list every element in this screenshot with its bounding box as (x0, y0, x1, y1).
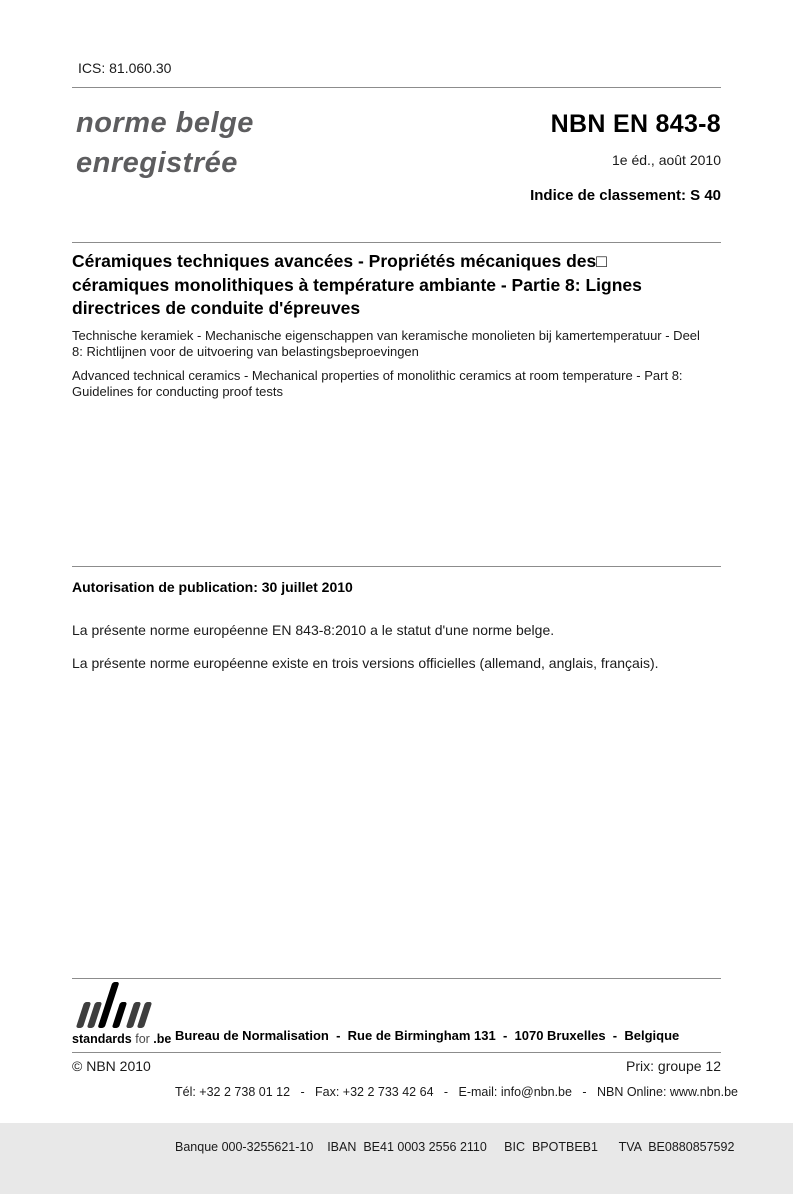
title-nl-line: Technische keramiek - Mechanische eigenschappen van keramische monolieten bij kamertemperatuur - Deel (72, 327, 700, 343)
document-number: NBN EN 843-8 (550, 110, 721, 138)
authorization-date: Autorisation de publication: 30 juillet 2010 (72, 579, 353, 595)
nbn-logo (72, 982, 172, 1046)
divider-top (72, 87, 721, 88)
title-fr-line: Céramiques techniques avancées - Propriétés mécaniques des□ (72, 251, 607, 271)
title-en-line: Advanced technical ceramics - Mechanical properties of monolithic ceramics at room temperature - Part 8: (72, 367, 683, 383)
brand-title (76, 103, 254, 183)
edition-date: 1e éd., août 2010 (612, 152, 721, 168)
title-nl (72, 328, 732, 361)
ics-code: ICS: 81.060.30 (78, 60, 172, 76)
brand-line-2: enregistrée (76, 147, 238, 179)
header-right (530, 110, 721, 204)
logo-bar (112, 1002, 127, 1028)
title-block (72, 250, 732, 401)
logo-tagline-standards: standards (72, 1032, 132, 1046)
nbn-logo-icon (72, 982, 172, 1028)
status-note: La présente norme européenne EN 843-8:2010 a le statut d'une norme belge. (72, 622, 555, 638)
title-en-line: Guidelines for conducting proof tests (72, 384, 284, 399)
price-group: Prix: groupe 12 (626, 1058, 721, 1074)
title-nl-line: 8: Richtlijnen voor de uitvoering van belastingsbeproevingen (72, 344, 419, 359)
divider-authorization (72, 566, 721, 567)
logo-tagline-be: .be (153, 1032, 172, 1046)
copyright-notice: © NBN 2010 (72, 1058, 151, 1074)
brand-line-1: norme belge (76, 107, 254, 139)
title-en (72, 368, 732, 401)
title-fr (72, 250, 732, 321)
address-block (175, 990, 738, 1194)
title-fr-line: céramiques monolithiques à température ambiante - Partie 8: Lignes (72, 274, 642, 295)
divider-title (72, 242, 721, 243)
classification-index: Indice de classement: S 40 (530, 187, 721, 204)
versions-note: La présente norme européenne existe en trois versions officielles (allemand, anglais, français). (72, 655, 659, 671)
divider-footer (72, 978, 721, 979)
title-fr-line: directrices de conduite d'épreuves (72, 298, 361, 318)
address-line-2: Tél: +32 2 738 01 12 - Fax: +32 2 733 42 64 - E-mail: info@nbn.be - NBN Online: www.nbn.be (175, 1084, 738, 1099)
divider-bottom (72, 1052, 721, 1053)
logo-tagline (72, 1032, 172, 1046)
address-line-1: Bureau de Normalisation - Rue de Birmingham 131 - 1070 Bruxelles - Belgique (175, 1028, 680, 1043)
address-line-3: Banque 000-3255621-10 IBAN BE41 0003 2556 2110 BIC BPOTBEB1 TVA BE0880857592 (175, 1140, 735, 1154)
logo-tagline-for: for (131, 1032, 154, 1046)
